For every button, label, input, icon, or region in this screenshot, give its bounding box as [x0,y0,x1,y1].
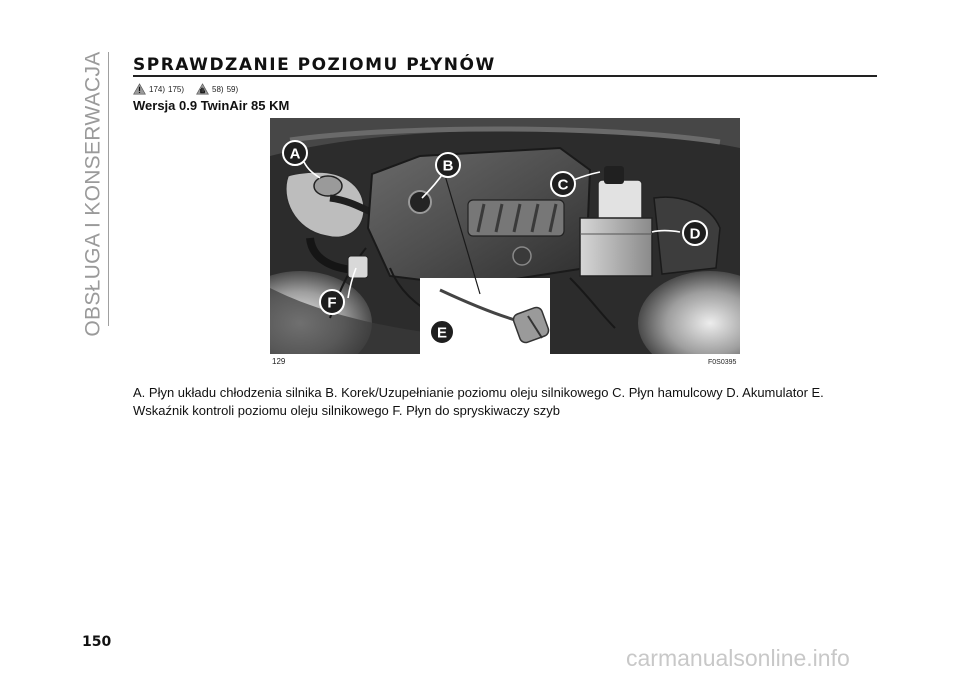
reference-marks [133,82,238,96]
callout-label: D [689,225,701,243]
section-title: SPRAWDZANIE POZIOMU PŁYNÓW [133,55,496,75]
figure-number: 129 [272,357,286,366]
subtitle: Wersja 0.9 TwinAir 85 KM [133,98,290,113]
callout-c [551,172,575,196]
reference-number: 174) [149,84,166,94]
side-divider [108,52,109,326]
callout-f [320,290,344,314]
callout-label: E [436,324,448,342]
callout-label: A [289,145,301,163]
engine-bay-illustration [270,118,740,354]
callout-a [283,141,307,165]
page-number: 150 [82,634,112,650]
side-section-title-text: OBSŁUGA I KONSERWACJA [82,51,105,337]
callout-b [436,153,460,177]
reference-number: 59) [226,84,239,94]
engine-bay-figure [270,118,740,354]
reference-number: 58) [212,84,224,94]
title-divider [133,75,877,77]
figure-code: F0S0395 [708,359,737,366]
callout-label: B [442,157,454,175]
side-section-title [81,51,107,337]
watermark: carmanualsonline.info [626,645,850,671]
reference-number: 175) [168,84,185,94]
warning-triangle-icon [133,83,146,95]
callout-label: C [557,176,569,194]
callout-label: F [327,294,337,312]
hand-caution-icon [196,83,209,95]
callout-e [430,320,454,344]
figure-caption: A. Płyn układu chłodzenia silnika B. Korek/Uzupełnianie poziomu oleju silnikowego C. Płyn hamulcowy D. Akumulator E. Wskaźnik kontroli poziomu oleju silnikowego F. Płyn do spryskiwaczy szyb [133,385,824,418]
callout-d [683,221,707,245]
